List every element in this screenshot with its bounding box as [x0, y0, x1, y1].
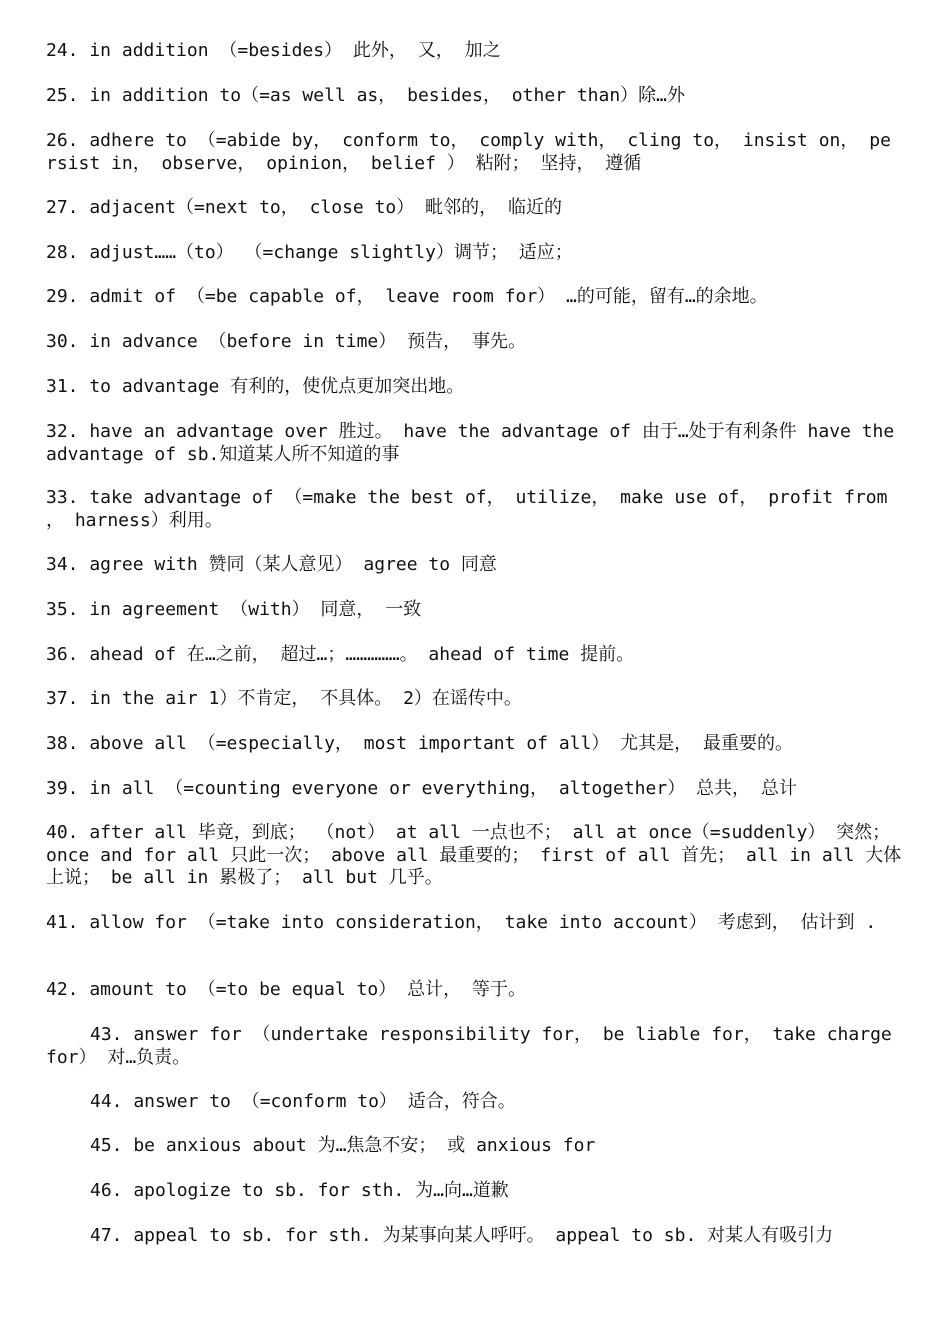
entry-35: 35. in agreement （with） 同意， 一致 [46, 599, 422, 620]
entry-26: 26. adhere to （=abide by， conform to， comply with， cling to， insist on， pe rsist in， observe， opinion， belief ） 粘附； 坚持， 遵循 [46, 130, 902, 174]
entry-42: 42. amount to （=to be equal to） 总计， 等于。 [46, 979, 526, 1000]
entry-30: 30. in advance （before in time） 预告， 事先。 [46, 331, 526, 352]
entry-40: 40. after all 毕竟，到底； （not） at all 一点也不； all at once（=suddenly） 突然； once and for all 只此一次； above all 最重要的； first of all 首先； all in all 大体上说； be all in 累极了； all but 几乎。 [46, 822, 902, 888]
entry-31: 31. to advantage 有利的，使优点更加突出地。 [46, 376, 465, 397]
entry-33: 33. take advantage of （=make the best of， utilize， make use of， profit from ， harness）利用。 [46, 487, 899, 531]
entry-29: 29. admit of （=be capable of， leave room for） …的可能，留有…的余地。 [46, 286, 768, 307]
entry-32: 32. have an advantage over 胜过。 have the advantage of 由于…处于有利条件 have the advantage of sb.知道某人所不知道的事 [46, 421, 906, 465]
entry-24: 24. in addition （=besides） 此外， 又， 加之 [46, 40, 501, 61]
entry-25: 25. in addition to（=as well as， besides， other than）除…外 [46, 85, 686, 106]
entry-34: 34. agree with 赞同（某人意见） agree to 同意 [46, 554, 497, 575]
entry-41: 41. allow for （=take into consideration， take into account） 考虑到， 估计到 . [46, 912, 877, 933]
entry-39: 39. in all （=counting everyone or everything， altogether） 总共， 总计 [46, 778, 797, 799]
entry-38: 38. above all （=especially， most important of all） 尤其是， 最重要的。 [46, 733, 794, 754]
entry-43: 43. answer for （undertake responsibility for， be liable for， take charge for） 对…负责。 [46, 1024, 903, 1068]
entry-36: 36. ahead of 在…之前， 超过…；……………。 ahead of time 提前。 [46, 644, 635, 665]
entry-46: 46. apologize to sb. for sth. 为…向…道歉 [90, 1180, 509, 1201]
entry-27: 27. adjacent（=next to， close to） 毗邻的， 临近的 [46, 197, 562, 218]
entry-45: 45. be anxious about 为…焦急不安； 或 anxious for [90, 1135, 596, 1156]
entry-28: 28. adjust……（to） （=change slightly）调节； 适应； [46, 242, 573, 263]
entry-37: 37. in the air 1）不肯定， 不具体。 2）在谣传中。 [46, 688, 522, 709]
entry-44: 44. answer to （=conform to） 适合，符合。 [90, 1091, 516, 1112]
entry-47: 47. appeal to sb. for sth. 为某事向某人呼吁。 appeal to sb. 对某人有吸引力 [90, 1225, 834, 1246]
